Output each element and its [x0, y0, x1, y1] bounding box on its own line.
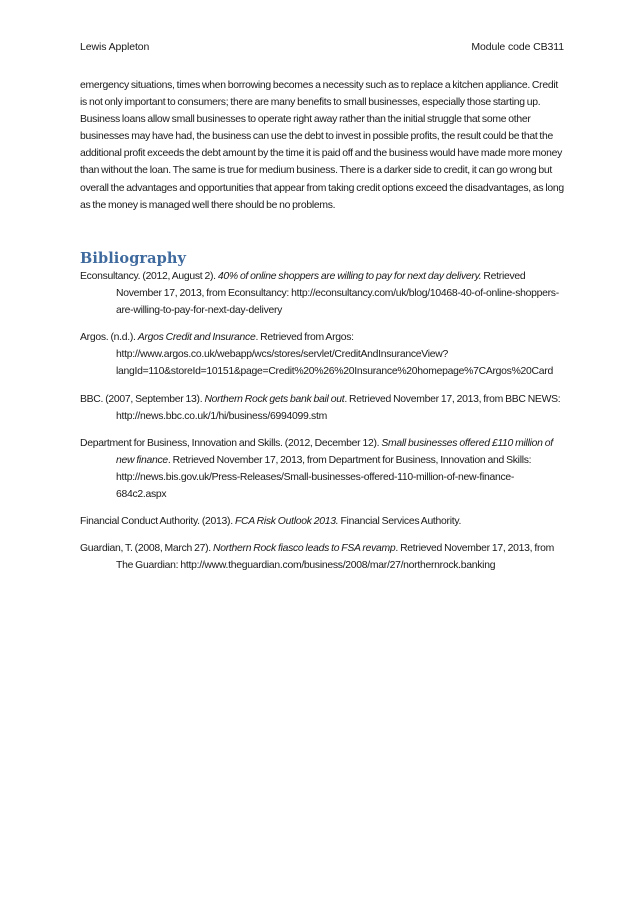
reference-lead: Financial Conduct Authority. (2013). [80, 516, 235, 528]
reference-title: Northern Rock gets bank bail out [204, 393, 345, 405]
reference-lead: Econsultancy. (2012, August 2). [80, 271, 218, 282]
reference-tail: . Retrieved November 17, 2013, from Department for Business, Innovation and Skills: http://news.bis.gov.uk/Press-Releases/Small-businesses-offered-110-million-of-new-finance-684c2.aspx [116, 454, 532, 501]
reference-title: 40% of online shoppers are willing to pay for next day delivery. [217, 271, 482, 282]
page-header [80, 41, 564, 57]
header-author: Lewis Appleton [80, 41, 150, 53]
header-module-code: Module code CB311 [471, 41, 564, 53]
reference-title: Northern Rock fiasco leads to FSA revamp [213, 543, 396, 555]
reference-title: FCA Risk Outlook 2013. [234, 516, 339, 528]
reference-tail: . Retrieved from Argos: http://www.argos.co.uk/webapp/wcs/stores/servlet/CreditAndInsuranceView?langId=110&storeId=10151&page=Credit%20%26%20Insurance%20homepage%7CArgos%20Card [116, 332, 553, 378]
reference-list [80, 268, 564, 584]
reference-lead: Guardian, T. (2008, March 27). [80, 543, 214, 555]
reference-lead: Argos. (n.d.). [80, 332, 138, 344]
reference-guardian [80, 540, 564, 574]
reference-fca [80, 513, 564, 530]
reference-bbc [80, 391, 564, 425]
reference-bis [80, 435, 564, 503]
reference-lead: BBC. (2007, September 13). [80, 393, 205, 405]
reference-tail: Financial Services Authority. [338, 516, 462, 528]
reference-lead: Department for Business, Innovation and Skills. (2012, December 12). [80, 437, 382, 449]
reference-tail: . Retrieved November 17, 2013, from The Guardian: http://www.theguardian.com/business/2008/mar/27/northernrock.banking [116, 543, 555, 572]
body-paragraph: emergency situations, times when borrowing becomes a necessity such as to replace a kitchen appliance. Credit is not only important to consumers; there are many benefits to small businesses, especially those starting up. Business loans allow small businesses to operate right away rather than the initial struggle that some other businesses may have had, the business can use the debt to invest in possible profits, the result could be that the additional profit exceeds the debt amount by the time it is paid off and the business would have made more money than without the loan. The same is true for medium business. There is a darker side to credit, it can go wrong but overall the advantages and opportunities that appear from taking credit options exceed the disadvantages, as long as the money is managed well there should be no problems. [80, 80, 564, 211]
reference-tail: Retrieved November 17, 2013, from Econsultancy: http://econsultancy.com/uk/blog/10468-40-of-online-shoppers-are-willing-to-pay-for-next-day-delivery [116, 271, 559, 317]
reference-econsultancy [80, 268, 564, 319]
reference-title: Small businesses offered £110 million of new finance [116, 437, 553, 466]
reference-title: Argos Credit and Insurance [137, 332, 256, 344]
bibliography-heading: Bibliography [80, 250, 187, 267]
document-page [80, 0, 564, 903]
reference-tail: . Retrieved November 17, 2013, from BBC NEWS: http://news.bbc.co.uk/1/hi/business/6994099.stm [116, 393, 561, 422]
reference-argos [80, 329, 564, 380]
